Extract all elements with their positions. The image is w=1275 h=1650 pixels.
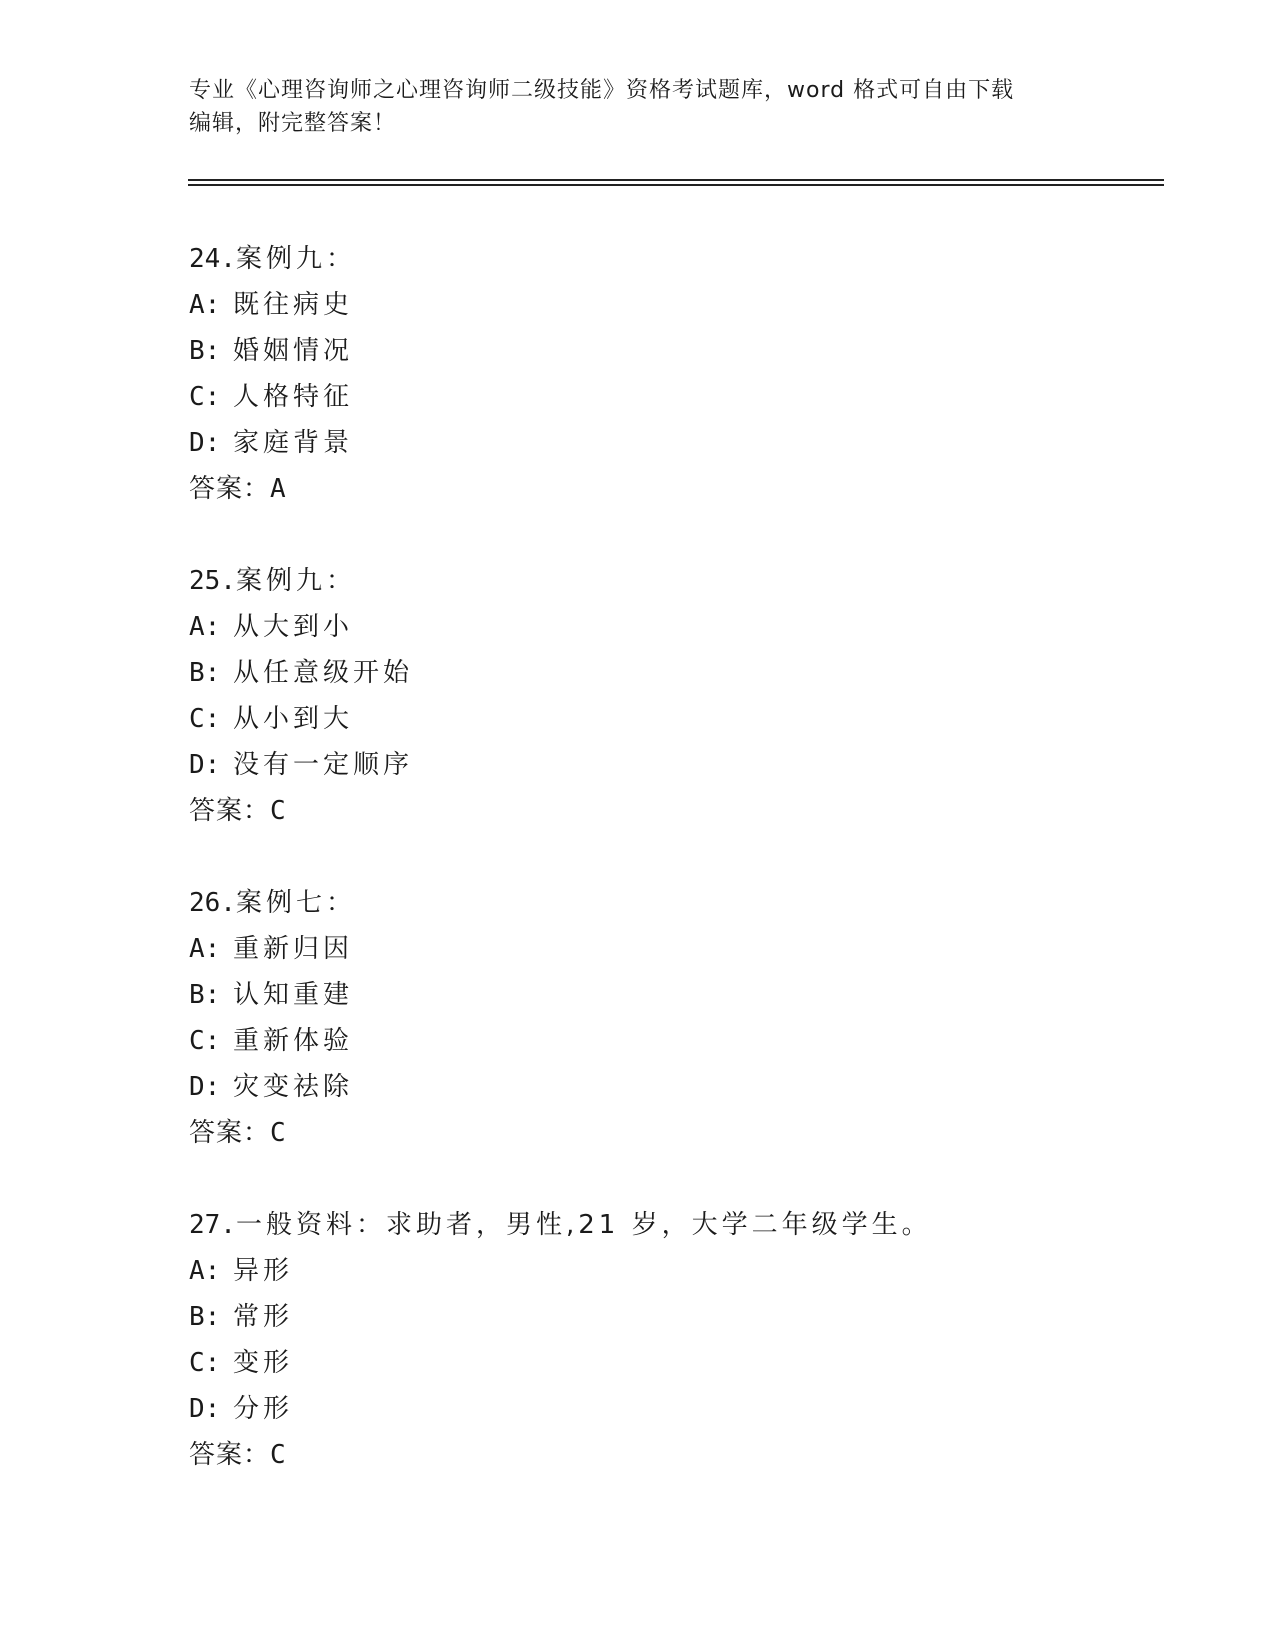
answer-line: [189, 788, 1189, 834]
question-number: 25.: [189, 566, 236, 596]
option-text: 从大到小: [233, 612, 354, 642]
question-stem: [189, 236, 1189, 282]
option-d: [189, 1064, 1189, 1110]
option-text: 从小到大: [233, 704, 354, 734]
option-a: [189, 926, 1189, 972]
question-stem: [189, 558, 1189, 604]
question-24: [189, 236, 1189, 512]
answer-label: 答案：: [189, 796, 271, 826]
option-letter: D:: [189, 428, 221, 458]
option-text: 人格特征: [233, 382, 354, 412]
question-27: [189, 1202, 1189, 1478]
option-c: [189, 1018, 1189, 1064]
option-text: 婚姻情况: [233, 336, 354, 366]
answer-value: C: [270, 1440, 286, 1470]
header-divider-top: [188, 179, 1164, 181]
answer-line: [189, 1110, 1189, 1156]
option-letter: B:: [189, 980, 221, 1010]
option-letter: A:: [189, 1256, 221, 1286]
option-text: 常形: [233, 1302, 294, 1332]
option-b: [189, 972, 1189, 1018]
question-stem: [189, 1202, 1189, 1248]
option-a: [189, 604, 1189, 650]
option-text: 重新归因: [233, 934, 354, 964]
option-c: [189, 374, 1189, 420]
option-letter: A:: [189, 934, 221, 964]
option-a: [189, 282, 1189, 328]
option-a: [189, 1248, 1189, 1294]
option-letter: B:: [189, 1302, 221, 1332]
option-d: [189, 742, 1189, 788]
option-letter: A:: [189, 290, 221, 320]
option-letter: C:: [189, 382, 221, 412]
question-number: 26.: [189, 888, 236, 918]
answer-label: 答案：: [189, 1440, 271, 1470]
option-c: [189, 1340, 1189, 1386]
answer-label: 答案：: [189, 474, 271, 504]
option-d: [189, 420, 1189, 466]
answer-line: [189, 466, 1189, 512]
header-divider-bottom: [188, 184, 1164, 186]
answer-label: 答案：: [189, 1118, 271, 1148]
document-header: [189, 74, 1089, 140]
option-text: 重新体验: [233, 1026, 354, 1056]
answer-value: C: [270, 1118, 286, 1148]
option-text: 从任意级开始: [233, 658, 414, 688]
option-text: 没有一定顺序: [233, 750, 414, 780]
question-number: 27.: [189, 1210, 236, 1240]
option-d: [189, 1386, 1189, 1432]
option-text: 变形: [233, 1348, 294, 1378]
option-letter: C:: [189, 704, 221, 734]
question-stem: [189, 880, 1189, 926]
option-letter: D:: [189, 1072, 221, 1102]
option-text: 家庭背景: [233, 428, 354, 458]
option-text: 既往病史: [233, 290, 354, 320]
question-text: 案例九：: [235, 566, 356, 596]
option-letter: B:: [189, 658, 221, 688]
answer-value: A: [270, 474, 286, 504]
option-letter: C:: [189, 1026, 221, 1056]
question-number: 24.: [189, 244, 236, 274]
option-text: 异形: [233, 1256, 294, 1286]
option-text: 分形: [233, 1394, 294, 1424]
question-text: 案例九：: [235, 244, 356, 274]
option-letter: B:: [189, 336, 221, 366]
option-text: 灾变祛除: [233, 1072, 354, 1102]
answer-value: C: [270, 796, 286, 826]
option-letter: D:: [189, 1394, 221, 1424]
option-b: [189, 650, 1189, 696]
answer-line: [189, 1432, 1189, 1478]
option-letter: A:: [189, 612, 221, 642]
question-25: [189, 558, 1189, 834]
header-line-1: 专业《心理咨询师之心理咨询师二级技能》资格考试题库，word 格式可自由下载: [189, 78, 1015, 103]
option-c: [189, 696, 1189, 742]
option-letter: C:: [189, 1348, 221, 1378]
option-b: [189, 328, 1189, 374]
question-text: 一般资料：求助者，男性,21 岁，大学二年级学生。: [235, 1210, 932, 1240]
header-line-2: 编辑，附完整答案！: [189, 111, 397, 136]
option-letter: D:: [189, 750, 221, 780]
option-text: 认知重建: [233, 980, 354, 1010]
question-26: [189, 880, 1189, 1156]
question-text: 案例七：: [235, 888, 356, 918]
option-b: [189, 1294, 1189, 1340]
